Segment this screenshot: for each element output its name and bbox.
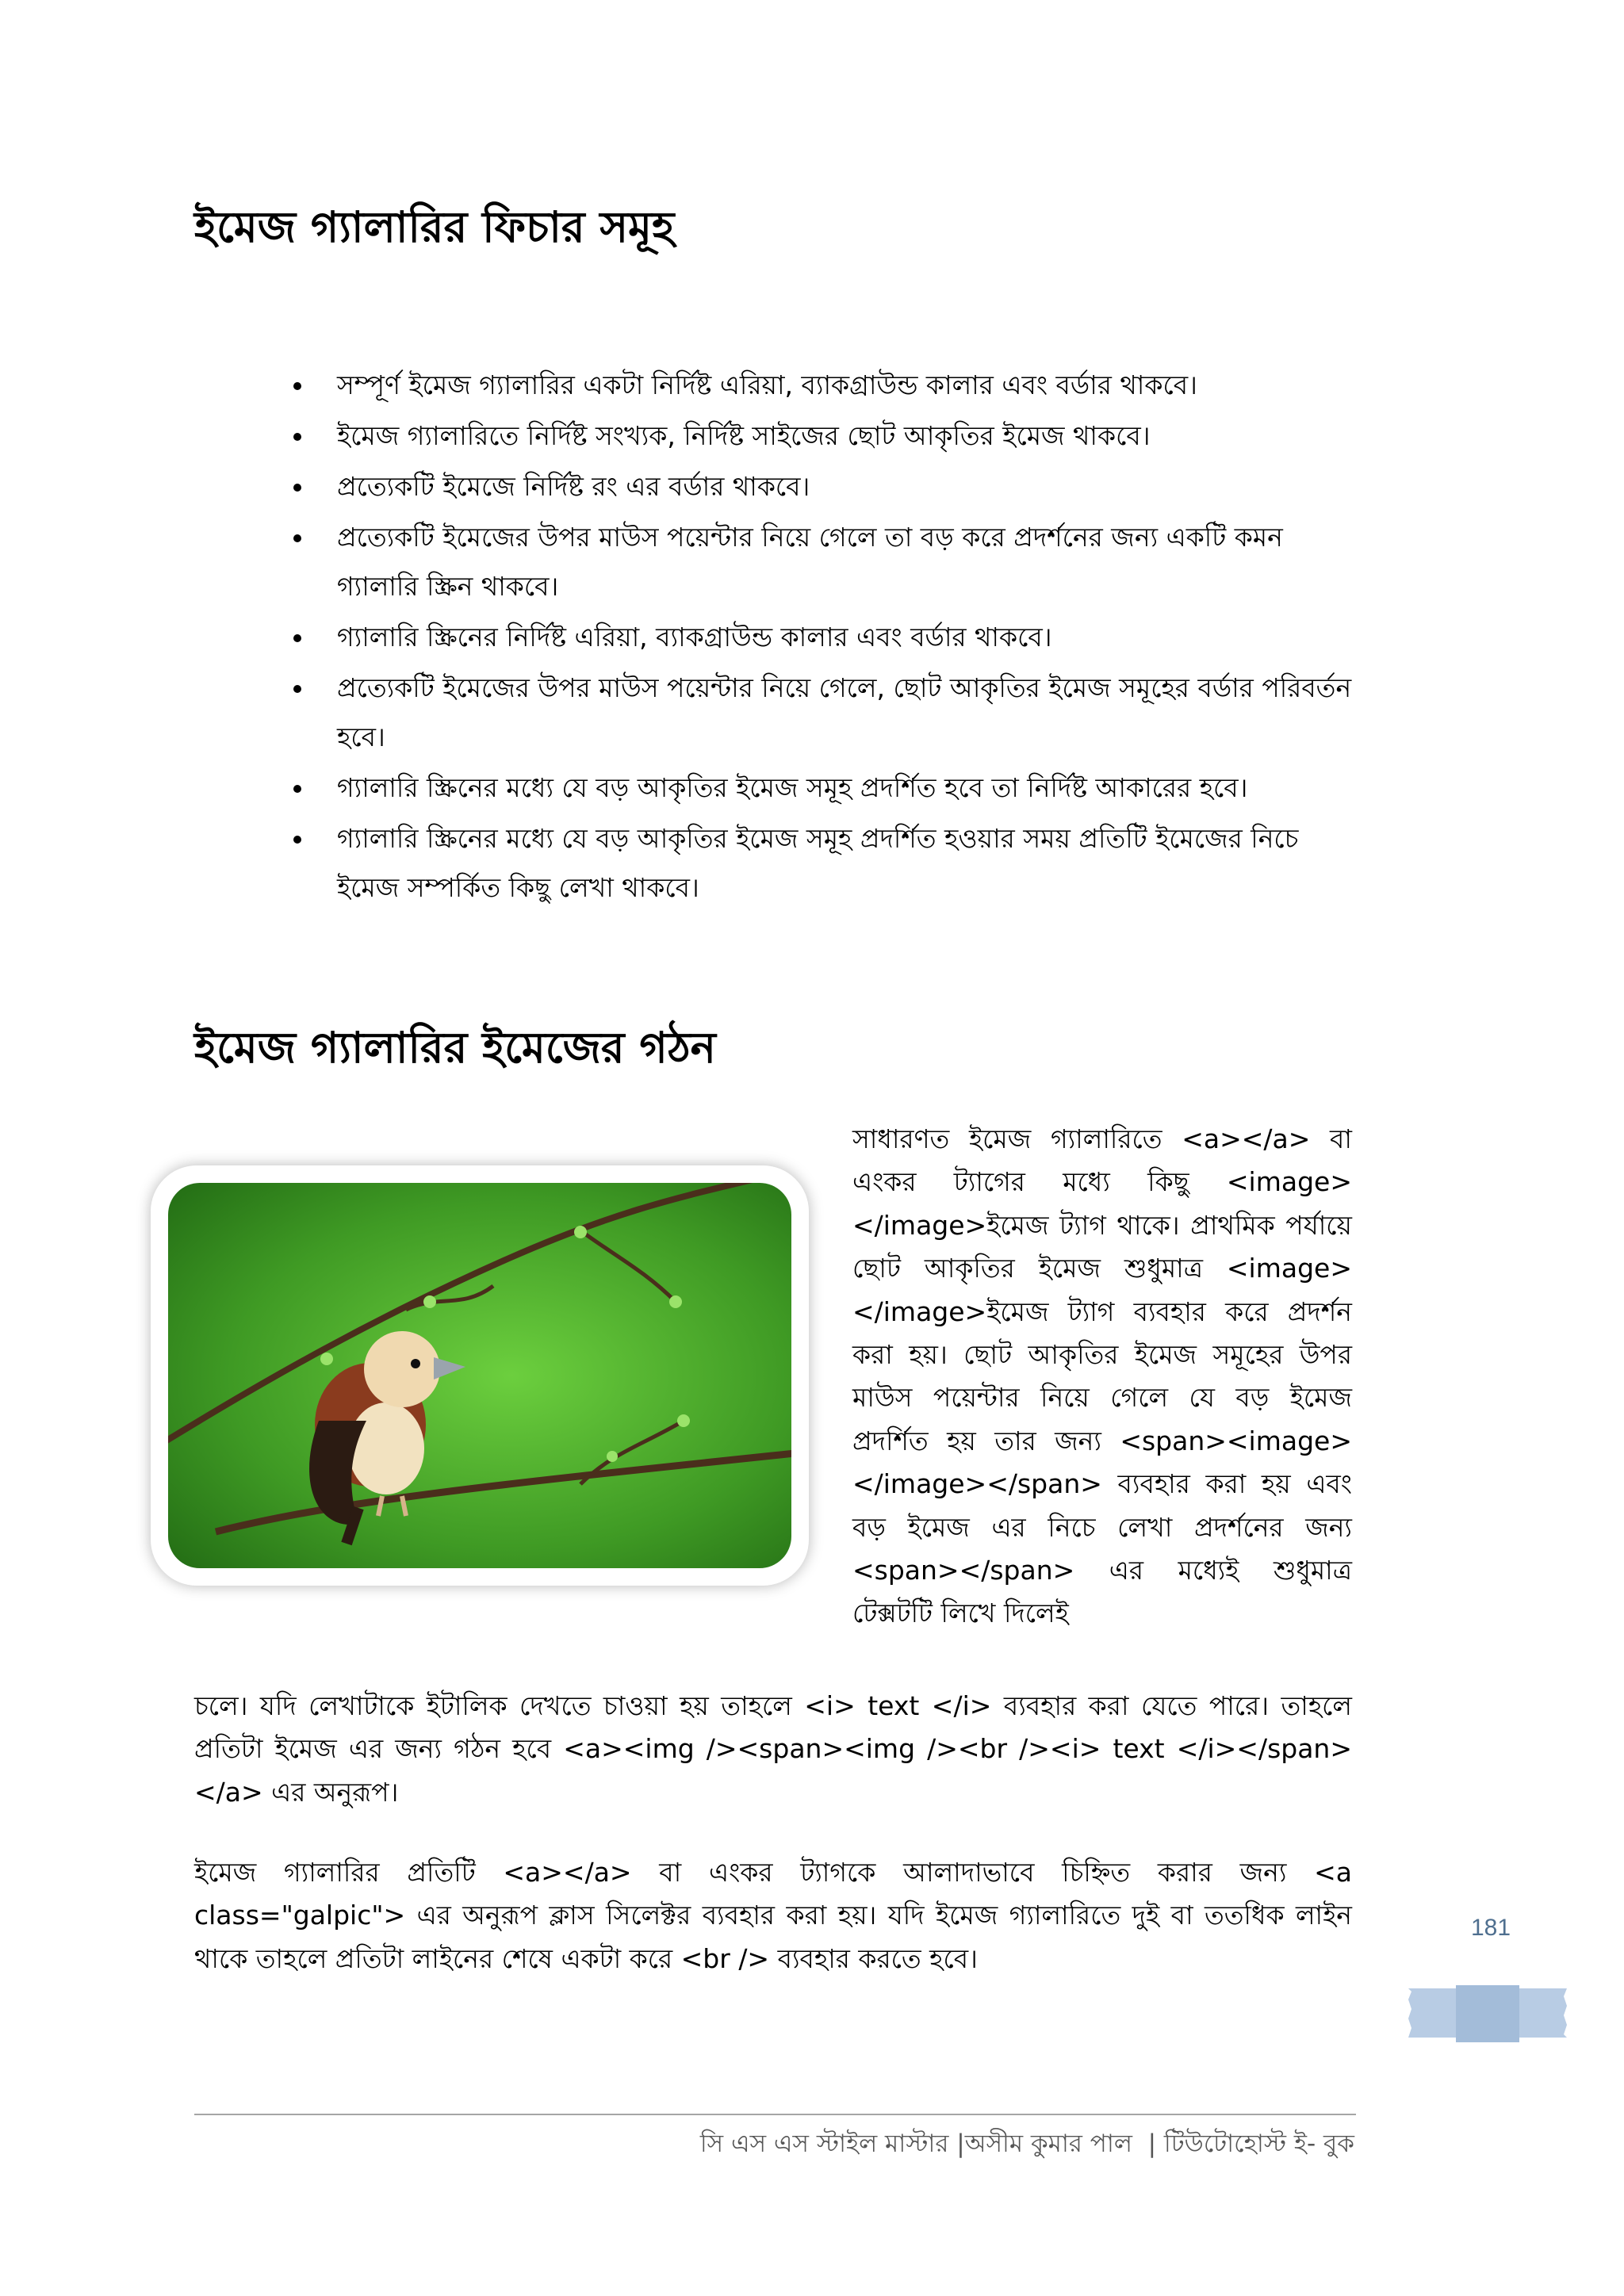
feature-list	[293, 361, 1356, 914]
feature-item: গ্যালারি স্ক্রিনের মধ্যে যে বড় আকৃতির ইমেজ সমূহ প্রদর্শিত হবে তা নির্দিষ্ট আকারের হবে।	[293, 763, 1356, 813]
bird-on-branch-image	[168, 1183, 791, 1568]
feature-item: গ্যালারি স্ক্রিনের নির্দিষ্ট এরিয়া, ব্যাকগ্রাউন্ড কালার এবং বর্ডার থাকবে।	[293, 613, 1356, 662]
feature-item: প্রত্যেকটি ইমেজের উপর মাউস পয়েন্টার নিয়ে গেলে, ছোট আকৃতির ইমেজ সমূহের বর্ডার পরিবর্তন হবে।	[293, 664, 1356, 762]
feature-item: সম্পূর্ণ ইমেজ গ্যালারির একটা নির্দিষ্ট এরিয়া, ব্যাকগ্রাউন্ড কালার এবং বর্ডার থাকবে।	[293, 361, 1356, 410]
footer-divider	[194, 2114, 1356, 2115]
class-selector-paragraph: ইমেজ গ্যালারির প্রতিটি <a></a> বা এংকর ট্যাগকে আলাদাভাবে চিহ্নিত করার জন্য <a class="galpic"> এর অনুরূপ ক্লাস সিলেক্টর ব্যবহার করা হয়। যদি ইমেজ গ্যালারিতে দুই বা ততধিক লাইন থাকে তাহলে প্রতিটা লাইনের শেষে একটা করে <br /> ব্যবহার করতে হবে।	[194, 1857, 1352, 1974]
bird-photo-frame	[151, 1165, 809, 1586]
feature-item: ইমেজ গ্যালারিতে নির্দিষ্ট সংখ্যক, নির্দিষ্ট সাইজের ছোট আকৃতির ইমেজ থাকবে।	[293, 411, 1356, 461]
page-number: 181	[1471, 1915, 1511, 1941]
section-heading-features: ইমেজ গ্যালারির ফিচার সমূহ	[194, 202, 675, 252]
structure-paragraph-side: সাধারণত ইমেজ গ্যালারিতে <a></a> বা এংকর ট্যাগের মধ্যে কিছু <image></image>ইমেজ ট্যাগ থাকে। প্রাথমিক পর্যায়ে ছোট আকৃতির ইমেজ শুধুমাত্র <image></image>ইমেজ ট্যাগ ব্যবহার করে প্রদর্শন করা হয়। ছোট আকৃতির ইমেজ সমূহের উপর মাউস পয়েন্টার নিয়ে গেলে যে বড় ইমেজ প্রদর্শিত হয় তার জন্য <span><image></image></span> ব্যবহার করা হয় এবং বড় ইমেজ এর নিচে লেখা প্রদর্শনের জন্য <span></span> এর মধ্যেই শুধুমাত্র টেক্সটটি লিখে দিলেই	[852, 1123, 1352, 1629]
feature-item: গ্যালারি স্ক্রিনের মধ্যে যে বড় আকৃতির ইমেজ সমূহ প্রদর্শিত হওয়ার সময় প্রতিটি ইমেজের নিচে ইমেজ সম্পর্কিত কিছু লেখা থাকবে।	[293, 814, 1356, 913]
footer-text: সি এস এস স্টাইল মাস্টার |অসীম কুমার পাল | টিউটোহোস্ট ই- বুক	[699, 2130, 1354, 2158]
page-tab-decoration	[1408, 1982, 1567, 2042]
section-heading-structure: ইমেজ গ্যালারির ইমেজের গঠন	[194, 1023, 716, 1073]
feature-item: প্রত্যেকটি ইমেজে নির্দিষ্ট রং এর বর্ডার থাকবে।	[293, 462, 1356, 511]
structure-paragraph-continuation: চলে। যদি লেখাটাকে ইটালিক দেখতে চাওয়া হয় তাহলে <i> text </i> ব্যবহার করা যেতে পারে। তাহলে প্রতিটা ইমেজ এর জন্য গঠন হবে <a><img /><span><img /><br /><i> text </i></span></a> এর অনুরূপ।	[194, 1690, 1352, 1808]
feature-item: প্রত্যেকটি ইমেজের উপর মাউস পয়েন্টার নিয়ে গেলে তা বড় করে প্রদর্শনের জন্য একটি কমন গ্যালারি স্ক্রিন থাকবে।	[293, 513, 1356, 611]
